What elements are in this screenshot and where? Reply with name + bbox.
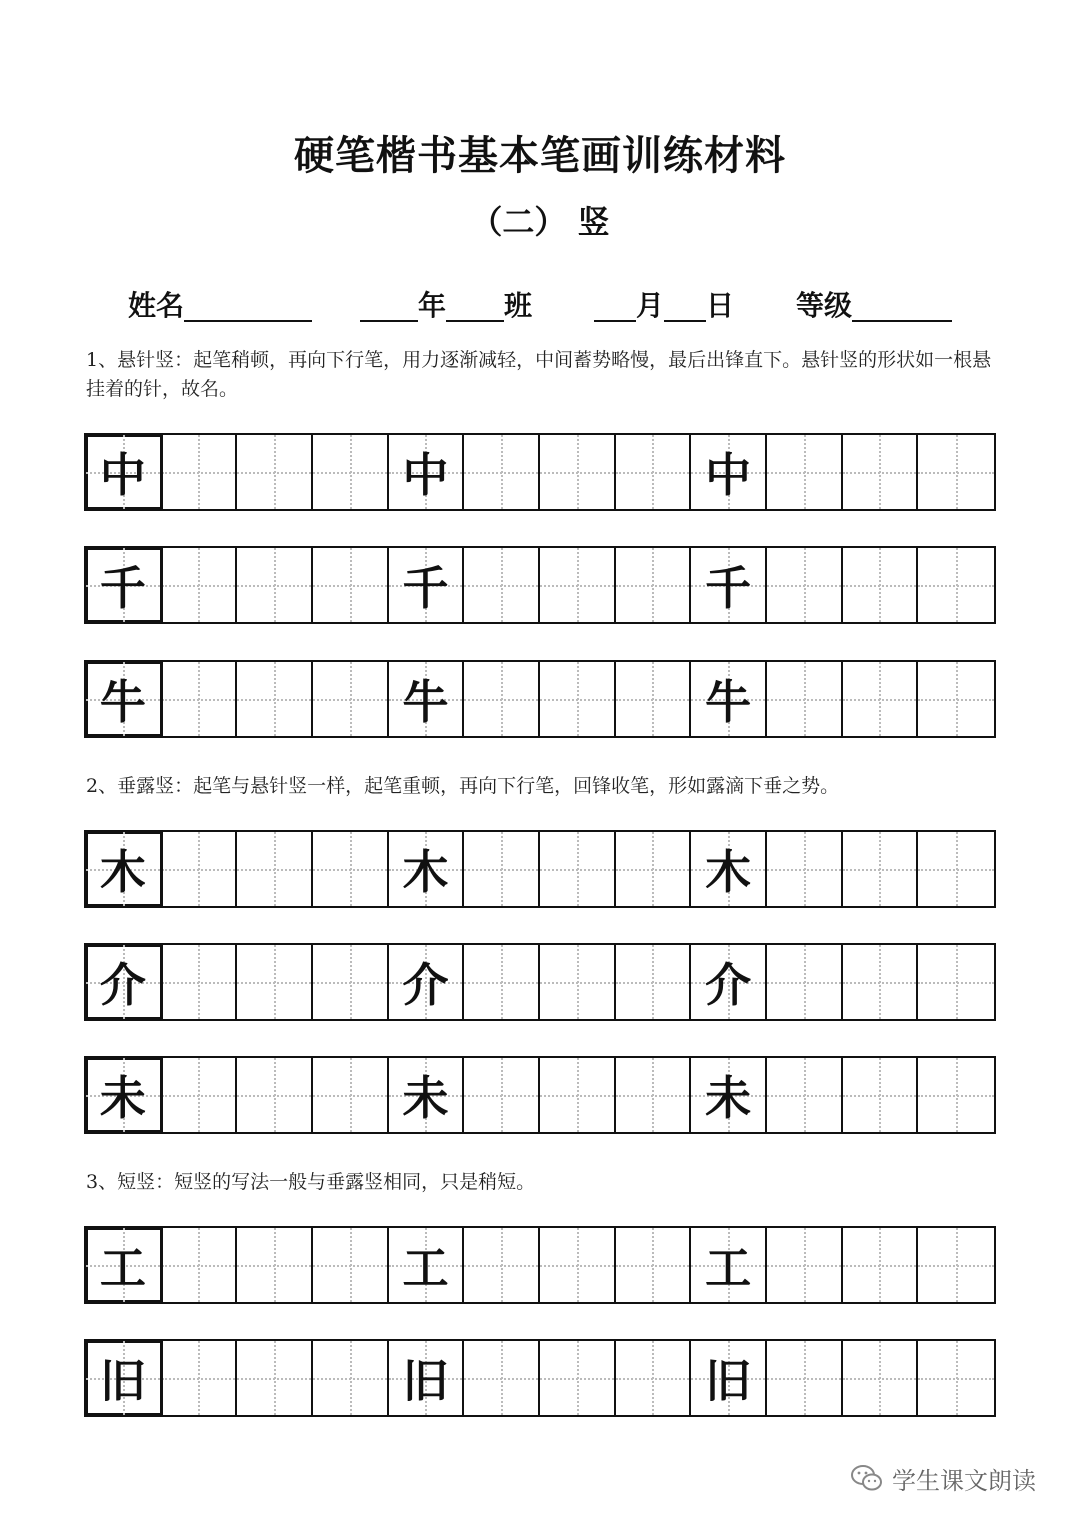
model-character-cell — [86, 1228, 162, 1302]
guide-line-horizontal — [162, 699, 236, 701]
guide-line-horizontal — [616, 869, 690, 871]
practice-cell[interactable] — [918, 1228, 994, 1302]
practice-cell[interactable] — [162, 435, 238, 509]
practice-cell[interactable] — [540, 1228, 616, 1302]
guide-line-horizontal — [464, 1378, 538, 1380]
model-character-cell — [86, 1058, 162, 1132]
model-character: 旧 — [99, 1354, 146, 1408]
month-blank[interactable] — [594, 286, 636, 322]
practice-cell[interactable] — [237, 1341, 313, 1415]
guide-line-horizontal — [313, 585, 387, 587]
model-character: 工 — [705, 1241, 752, 1295]
guide-line-horizontal — [843, 699, 917, 701]
model-character: 中 — [402, 448, 449, 502]
guide-line-horizontal — [918, 1095, 994, 1097]
guide-line-horizontal — [767, 585, 841, 587]
practice-cell[interactable] — [616, 1228, 692, 1302]
practice-cell[interactable] — [464, 662, 540, 736]
model-character-cell — [389, 832, 465, 906]
guide-line-horizontal — [313, 1095, 387, 1097]
guide-line-horizontal — [843, 982, 917, 984]
model-character-cell — [86, 662, 162, 736]
guide-line-horizontal — [313, 869, 387, 871]
practice-cell[interactable] — [616, 662, 692, 736]
model-character-cell — [389, 1341, 465, 1415]
guide-line-horizontal — [767, 982, 841, 984]
practice-cell[interactable] — [313, 832, 389, 906]
grade-blank[interactable] — [852, 286, 952, 322]
practice-cell[interactable] — [540, 662, 616, 736]
guide-line-horizontal — [616, 1378, 690, 1380]
practice-grid-row — [84, 1339, 996, 1417]
practice-grid-row — [84, 830, 996, 908]
model-character-cell — [389, 1228, 465, 1302]
model-character: 千 — [402, 561, 449, 615]
guide-line-horizontal — [918, 1378, 994, 1380]
practice-cell[interactable] — [843, 1058, 919, 1132]
guide-line-horizontal — [767, 1378, 841, 1380]
guide-line-horizontal — [237, 472, 311, 474]
model-character: 旧 — [402, 1354, 449, 1408]
practice-cell[interactable] — [237, 1058, 313, 1132]
practice-cell[interactable] — [313, 1228, 389, 1302]
practice-cell[interactable] — [540, 832, 616, 906]
guide-line-horizontal — [767, 1265, 841, 1267]
practice-cell[interactable] — [843, 662, 919, 736]
guide-line-horizontal — [540, 1265, 614, 1267]
name-label: 姓名 — [128, 289, 185, 322]
guide-line-horizontal — [237, 869, 311, 871]
model-character: 千 — [99, 561, 146, 615]
practice-cell[interactable] — [767, 1058, 843, 1132]
guide-line-horizontal — [616, 472, 690, 474]
practice-cell[interactable] — [464, 945, 540, 1019]
guide-line-horizontal — [237, 1095, 311, 1097]
guide-line-horizontal — [616, 585, 690, 587]
guide-line-horizontal — [464, 472, 538, 474]
practice-cell[interactable] — [767, 548, 843, 622]
model-character-cell — [691, 1341, 767, 1415]
model-character: 旧 — [705, 1354, 752, 1408]
guide-line-horizontal — [918, 1265, 994, 1267]
guide-line-horizontal — [540, 1095, 614, 1097]
watermark — [850, 1460, 1036, 1496]
practice-cell[interactable] — [162, 832, 238, 906]
practice-cell[interactable] — [237, 1228, 313, 1302]
guide-line-horizontal — [918, 869, 994, 871]
practice-cell[interactable] — [540, 435, 616, 509]
practice-cell[interactable] — [616, 832, 692, 906]
section-description: 2、垂露竖：起笔与悬针竖一样，起笔重顿，再向下行笔，回锋收笔，形如露滴下垂之势。 — [86, 775, 840, 797]
practice-cell[interactable] — [313, 1341, 389, 1415]
guide-line-horizontal — [918, 472, 994, 474]
model-character-cell — [86, 832, 162, 906]
guide-line-horizontal — [540, 472, 614, 474]
watermark-text: 学生课文朗读 — [892, 1466, 1036, 1495]
date-field[interactable] — [594, 286, 734, 326]
practice-cell[interactable] — [843, 832, 919, 906]
model-character: 介 — [99, 958, 146, 1012]
guide-line-horizontal — [918, 982, 994, 984]
guide-line-horizontal — [313, 699, 387, 701]
guide-line-horizontal — [616, 982, 690, 984]
practice-cell[interactable] — [843, 1228, 919, 1302]
model-character: 牛 — [402, 675, 449, 729]
model-character: 未 — [402, 1071, 449, 1125]
model-character: 千 — [705, 561, 752, 615]
model-character: 中 — [705, 448, 752, 502]
guide-line-horizontal — [843, 585, 917, 587]
practice-cell[interactable] — [313, 662, 389, 736]
model-character: 木 — [402, 845, 449, 899]
model-character-cell — [691, 1058, 767, 1132]
guide-line-horizontal — [464, 869, 538, 871]
model-character-cell — [86, 548, 162, 622]
practice-cell[interactable] — [843, 1341, 919, 1415]
model-character: 介 — [402, 958, 449, 1012]
practice-cell[interactable] — [313, 1058, 389, 1132]
model-character-cell — [86, 1341, 162, 1415]
guide-line-horizontal — [237, 1378, 311, 1380]
model-character-cell — [86, 945, 162, 1019]
guide-line-horizontal — [767, 699, 841, 701]
guide-line-horizontal — [237, 585, 311, 587]
practice-cell[interactable] — [616, 548, 692, 622]
wechat-icon — [850, 1463, 884, 1493]
grade-label: 等级 — [796, 289, 853, 322]
practice-cell[interactable] — [237, 548, 313, 622]
practice-cell[interactable] — [918, 662, 994, 736]
guide-line-horizontal — [843, 472, 917, 474]
guide-line-horizontal — [313, 1265, 387, 1267]
practice-cell[interactable] — [464, 832, 540, 906]
month-label: 月 — [636, 289, 665, 322]
model-character: 木 — [705, 845, 752, 899]
practice-grid-row — [84, 1056, 996, 1134]
model-character-cell — [389, 1058, 465, 1132]
year-label: 年 — [418, 289, 447, 322]
practice-cell[interactable] — [464, 548, 540, 622]
guide-line-horizontal — [616, 1265, 690, 1267]
practice-grid-row — [84, 546, 996, 624]
practice-cell[interactable] — [767, 662, 843, 736]
guide-line-horizontal — [313, 1378, 387, 1380]
practice-cell[interactable] — [237, 435, 313, 509]
model-character: 工 — [99, 1241, 146, 1295]
guide-line-horizontal — [843, 1095, 917, 1097]
guide-line-horizontal — [162, 472, 236, 474]
practice-cell[interactable] — [918, 1058, 994, 1132]
model-character-cell — [389, 945, 465, 1019]
practice-grid-row — [84, 943, 996, 1021]
guide-line-horizontal — [313, 982, 387, 984]
practice-cell[interactable] — [843, 945, 919, 1019]
section-description: 1、悬针竖：起笔稍顿，再向下行笔，用力逐渐减轻，中间蓄势略慢，最后出锋直下。悬针竖的形状如一根悬挂着的针，故名。 — [86, 349, 992, 400]
guide-line-horizontal — [162, 869, 236, 871]
model-character-cell — [691, 945, 767, 1019]
practice-cell[interactable] — [767, 1341, 843, 1415]
model-character-cell — [691, 1228, 767, 1302]
practice-cell[interactable] — [162, 548, 238, 622]
guide-line-horizontal — [540, 699, 614, 701]
practice-cell[interactable] — [540, 548, 616, 622]
practice-cell[interactable] — [540, 1058, 616, 1132]
guide-line-horizontal — [464, 1265, 538, 1267]
name-blank[interactable] — [184, 286, 312, 322]
practice-cell[interactable] — [767, 945, 843, 1019]
guide-line-horizontal — [918, 699, 994, 701]
practice-cell[interactable] — [767, 832, 843, 906]
guide-line-horizontal — [540, 982, 614, 984]
guide-line-horizontal — [767, 869, 841, 871]
guide-line-horizontal — [843, 869, 917, 871]
guide-line-horizontal — [464, 585, 538, 587]
guide-line-horizontal — [237, 982, 311, 984]
practice-cell[interactable] — [162, 1228, 238, 1302]
model-character-cell — [691, 435, 767, 509]
model-character: 中 — [99, 448, 146, 502]
practice-cell[interactable] — [616, 945, 692, 1019]
practice-cell[interactable] — [918, 1341, 994, 1415]
day-blank[interactable] — [664, 286, 706, 322]
page-subtitle: （二） 竖 — [470, 203, 610, 241]
guide-line-horizontal — [540, 869, 614, 871]
practice-cell[interactable] — [918, 548, 994, 622]
model-character: 工 — [402, 1241, 449, 1295]
practice-cell[interactable] — [767, 1228, 843, 1302]
practice-cell[interactable] — [237, 945, 313, 1019]
model-character-cell — [86, 435, 162, 509]
practice-cell[interactable] — [918, 832, 994, 906]
guide-line-horizontal — [918, 585, 994, 587]
model-character: 未 — [705, 1071, 752, 1125]
practice-cell[interactable] — [313, 945, 389, 1019]
model-character-cell — [691, 548, 767, 622]
student-info-line — [0, 286, 1080, 330]
class-label: 班 — [504, 289, 533, 322]
practice-cell[interactable] — [540, 945, 616, 1019]
practice-cell[interactable] — [464, 435, 540, 509]
guide-line-horizontal — [843, 1378, 917, 1380]
class-blank[interactable] — [446, 286, 504, 322]
model-character-cell — [691, 662, 767, 736]
practice-grid-row — [84, 433, 996, 511]
guide-line-horizontal — [237, 1265, 311, 1267]
guide-line-horizontal — [162, 982, 236, 984]
practice-cell[interactable] — [313, 435, 389, 509]
model-character-cell — [389, 662, 465, 736]
guide-line-horizontal — [464, 982, 538, 984]
practice-cell[interactable] — [464, 1228, 540, 1302]
practice-cell[interactable] — [918, 945, 994, 1019]
guide-line-horizontal — [767, 472, 841, 474]
model-character: 牛 — [99, 675, 146, 729]
practice-cell[interactable] — [464, 1341, 540, 1415]
day-label: 日 — [706, 289, 735, 322]
guide-line-horizontal — [767, 1095, 841, 1097]
section-description: 3、短竖：短竖的写法一般与垂露竖相同，只是稍短。 — [86, 1171, 536, 1193]
practice-cell[interactable] — [237, 832, 313, 906]
practice-cell[interactable] — [843, 548, 919, 622]
model-character-cell — [389, 435, 465, 509]
practice-cell[interactable] — [237, 662, 313, 736]
year-blank[interactable] — [360, 286, 418, 322]
page-title: 硬笔楷书基本笔画训练材料 — [294, 132, 786, 179]
year-class-field[interactable] — [360, 286, 532, 326]
practice-cell[interactable] — [540, 1341, 616, 1415]
model-character-cell — [691, 832, 767, 906]
practice-cell[interactable] — [162, 945, 238, 1019]
practice-cell[interactable] — [162, 662, 238, 736]
practice-cell[interactable] — [767, 435, 843, 509]
practice-cell[interactable] — [843, 435, 919, 509]
guide-line-horizontal — [540, 585, 614, 587]
guide-line-horizontal — [464, 1095, 538, 1097]
model-character-cell — [389, 548, 465, 622]
model-character: 介 — [705, 958, 752, 1012]
model-character: 木 — [99, 845, 146, 899]
practice-cell[interactable] — [918, 435, 994, 509]
guide-line-horizontal — [162, 585, 236, 587]
guide-line-horizontal — [616, 1095, 690, 1097]
practice-cell[interactable] — [162, 1341, 238, 1415]
model-character: 未 — [99, 1071, 146, 1125]
practice-grid-row — [84, 1226, 996, 1304]
guide-line-horizontal — [616, 699, 690, 701]
practice-cell[interactable] — [616, 435, 692, 509]
guide-line-horizontal — [162, 1265, 236, 1267]
guide-line-horizontal — [464, 699, 538, 701]
model-character: 牛 — [705, 675, 752, 729]
guide-line-horizontal — [313, 472, 387, 474]
grade-field[interactable] — [796, 286, 952, 326]
guide-line-horizontal — [540, 1378, 614, 1380]
guide-line-horizontal — [843, 1265, 917, 1267]
practice-cell[interactable] — [464, 1058, 540, 1132]
practice-cell[interactable] — [162, 1058, 238, 1132]
practice-cell[interactable] — [616, 1058, 692, 1132]
name-field[interactable] — [128, 286, 312, 326]
practice-cell[interactable] — [313, 548, 389, 622]
guide-line-horizontal — [162, 1095, 236, 1097]
practice-grid-row — [84, 660, 996, 738]
practice-cell[interactable] — [616, 1341, 692, 1415]
guide-line-horizontal — [162, 1378, 236, 1380]
guide-line-horizontal — [237, 699, 311, 701]
